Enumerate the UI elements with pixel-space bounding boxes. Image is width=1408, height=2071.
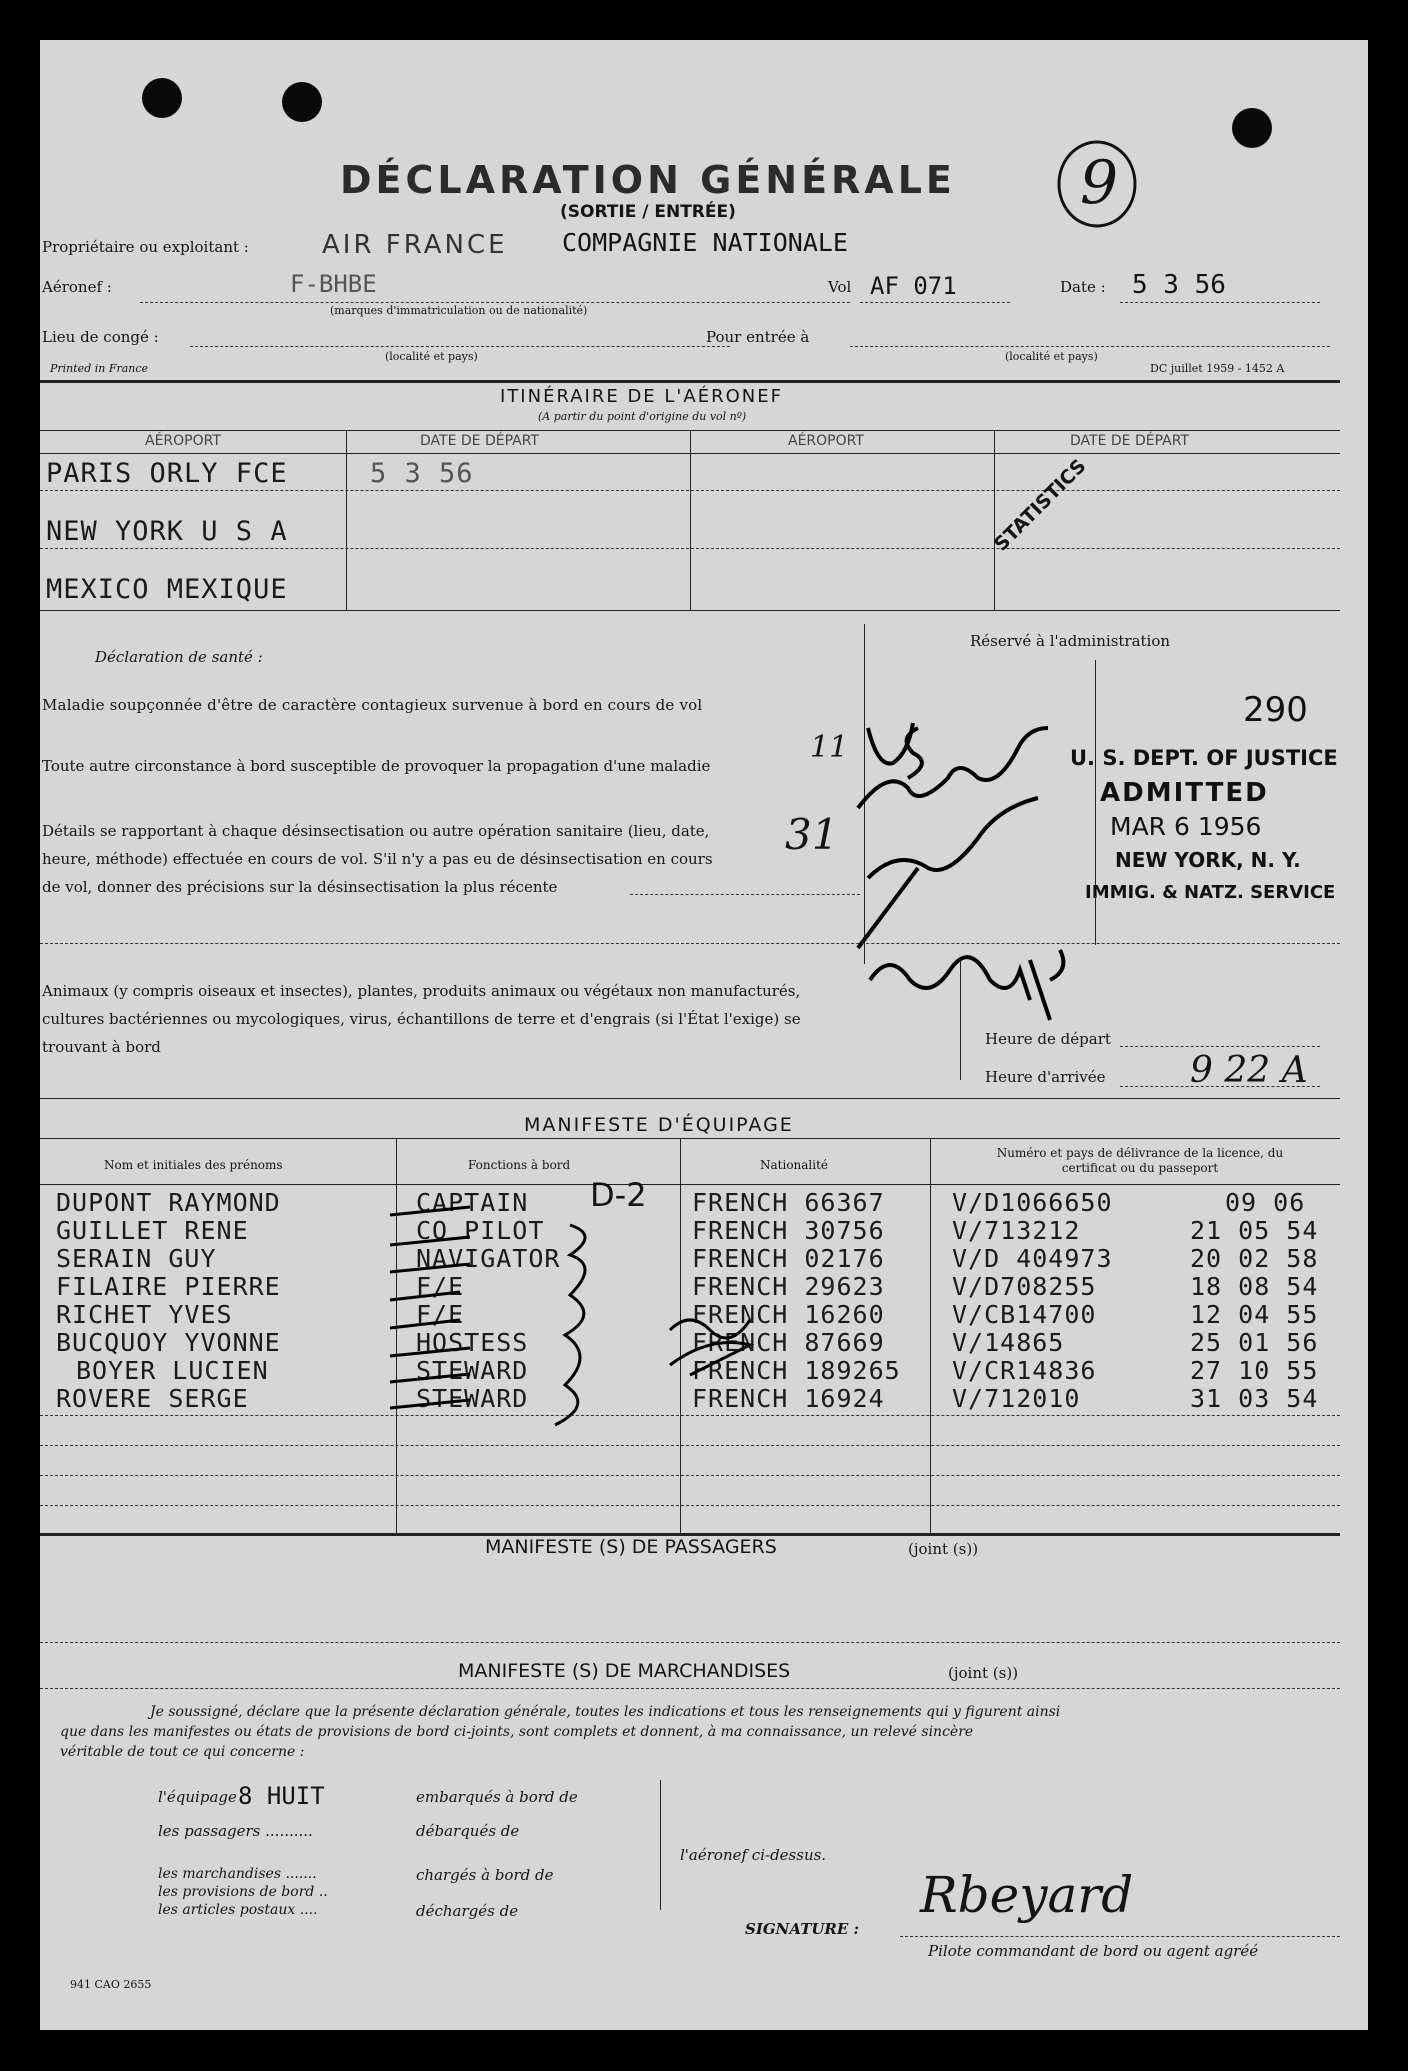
flight-label: Vol bbox=[828, 278, 852, 296]
punch-hole bbox=[1232, 108, 1272, 148]
crew-function: NAVIGATOR bbox=[416, 1244, 561, 1273]
crew-licence-date: 18 08 54 bbox=[1190, 1272, 1319, 1301]
aircraft-above-label: l'aéronef ci-dessus. bbox=[680, 1846, 827, 1864]
locality-note: (localité et pays) bbox=[385, 350, 478, 363]
crew-name: BUCQUOY YVONNE bbox=[56, 1328, 281, 1357]
stamp-service: IMMIG. & NATZ. SERVICE bbox=[1085, 882, 1336, 903]
handwritten-time-note bbox=[860, 940, 1100, 1030]
itinerary-airport-3: MEXICO MEXIQUE bbox=[46, 574, 288, 605]
stamp-date: MAR 6 1956 bbox=[1110, 812, 1262, 841]
crew-header-name: Nom et initiales des prénoms bbox=[104, 1158, 283, 1172]
crew-licence: V/CB14700 bbox=[952, 1300, 1097, 1329]
printed-in: Printed in France bbox=[50, 362, 149, 375]
crew-nationality: FRENCH 16924 bbox=[692, 1384, 885, 1413]
crew-nationality: FRENCH 30756 bbox=[692, 1216, 885, 1245]
declaration-line-3: véritable de tout ce qui concerne : bbox=[60, 1744, 305, 1760]
crew-licence-date: 25 01 56 bbox=[1190, 1328, 1319, 1357]
date-value: 5 3 56 bbox=[1132, 270, 1226, 300]
itinerary-airport-1: PARIS ORLY FCE bbox=[46, 458, 288, 489]
aircraft-value: F-BHBE bbox=[290, 270, 377, 298]
crew-nationality: FRENCH 189265 bbox=[692, 1356, 901, 1385]
crew-licence: V/712010 bbox=[952, 1384, 1081, 1413]
crew-licence: V/D1066650 bbox=[952, 1188, 1113, 1217]
itinerary-subtitle: (A partir du point d'origine du vol nº) bbox=[538, 410, 747, 423]
health-question-3b: heure, méthode) effectuée en cours de vol. S'il n'y a pas eu de désinsectisation en cours bbox=[42, 850, 713, 868]
form-subtitle: (SORTIE / ENTRÉE) bbox=[560, 202, 736, 222]
crew-licence: V/713212 bbox=[952, 1216, 1081, 1245]
health-question-1: Maladie soupçonnée d'être de caractère contagieux survenue à bord en cours de vol bbox=[42, 696, 703, 714]
handwritten-11: 11 bbox=[810, 730, 849, 765]
itinerary-header-date-2: DATE DE DÉPART bbox=[1070, 433, 1189, 449]
crew-licence-date: 27 10 55 bbox=[1190, 1356, 1319, 1385]
itinerary-header-airport-2: AÉROPORT bbox=[788, 433, 864, 449]
health-question-3a: Détails se rapportant à chaque désinsectisation ou autre opération sanitaire (lieu, date, bbox=[42, 822, 710, 840]
punch-hole bbox=[142, 78, 182, 118]
stamp-number: 290 bbox=[1243, 690, 1308, 730]
handwritten-31: 31 bbox=[785, 810, 839, 859]
handwritten-crew-marks bbox=[370, 1190, 790, 1430]
stamp-city: NEW YORK, N. Y. bbox=[1115, 848, 1301, 872]
crew-licence: V/D708255 bbox=[952, 1272, 1097, 1301]
owner-value-2: COMPAGNIE NATIONALE bbox=[562, 228, 848, 257]
crew-function: F/E bbox=[416, 1300, 465, 1329]
arrival-time-value: 9 22 A bbox=[1190, 1050, 1308, 1091]
goods-label: les marchandises ....... bbox=[158, 1866, 317, 1882]
itinerary-title: ITINÉRAIRE DE L'AÉRONEF bbox=[500, 386, 783, 407]
aircraft-note: (marques d'immatriculation ou de nationalité) bbox=[330, 304, 588, 317]
page-number: 9 bbox=[1080, 148, 1119, 218]
crew-name: FILAIRE PIERRE bbox=[56, 1272, 281, 1301]
form-title: DÉCLARATION GÉNÉRALE bbox=[340, 158, 956, 202]
cargo-note: (joint (s)) bbox=[948, 1664, 1019, 1682]
animals-line-2: cultures bactériennes ou mycologiques, virus, échantillons de terre et d'engrais (si l'État l'exige) se bbox=[42, 1010, 801, 1028]
crew-licence-date: 09 06 bbox=[1225, 1188, 1306, 1217]
itinerary-header-date-1: DATE DE DÉPART bbox=[420, 433, 539, 449]
signature-label: SIGNATURE : bbox=[745, 1920, 860, 1938]
health-question-2: Toute autre circonstance à bord susceptible de provoquer la propagation d'une maladie bbox=[42, 757, 711, 775]
crew-name: SERAIN GUY bbox=[56, 1244, 217, 1273]
form-code: DC juillet 1959 - 1452 A bbox=[1150, 362, 1285, 375]
clearance-label: Lieu de congé : bbox=[42, 328, 159, 346]
owner-value: AIR FRANCE bbox=[322, 230, 508, 260]
crew-nationality: FRENCH 29623 bbox=[692, 1272, 885, 1301]
crew-name: ROVERE SERGE bbox=[56, 1384, 249, 1413]
crew-licence-date: 21 05 54 bbox=[1190, 1216, 1319, 1245]
crew-licence-date: 20 02 58 bbox=[1190, 1244, 1319, 1273]
postal-label: les articles postaux .... bbox=[158, 1902, 318, 1918]
crew-header-function: Fonctions à bord bbox=[468, 1158, 571, 1172]
crew-name: GUILLET RENE bbox=[56, 1216, 249, 1245]
crew-header-licence: Numéro et pays de délivrance de la licence, du certificat ou du passeport bbox=[996, 1146, 1284, 1175]
footer-code: 941 CAO 2655 bbox=[70, 1978, 152, 1991]
declaration-line-2: que dans les manifestes ou états de provisions de bord ci-joints, sont complets et donnent, à ma connaissance, un relevé sincère bbox=[60, 1724, 974, 1740]
departure-time-label: Heure de départ bbox=[985, 1030, 1111, 1048]
animals-line-1: Animaux (y compris oiseaux et insectes), plantes, produits animaux ou végétaux non manufacturés, bbox=[42, 982, 801, 1000]
crew-nationality: FRENCH 02176 bbox=[692, 1244, 885, 1273]
declaration-line-1: Je soussigné, déclare que la présente déclaration générale, toutes les indications et tous les renseignements qui y figurent ainsi bbox=[150, 1704, 1061, 1720]
crew-licence: V/D 404973 bbox=[952, 1244, 1113, 1273]
passengers-label: les passagers .......... bbox=[158, 1822, 313, 1840]
crew-header-nationality: Nationalité bbox=[760, 1158, 829, 1172]
crew-licence: V/CR14836 bbox=[952, 1356, 1097, 1385]
crew-function: CAPTAIN bbox=[416, 1188, 529, 1217]
crew-title: MANIFESTE D'ÉQUIPAGE bbox=[524, 1114, 794, 1136]
handwritten-aliens-note bbox=[848, 688, 1108, 968]
crew-name: BOYER LUCIEN bbox=[76, 1356, 269, 1385]
unloaded-label: déchargés de bbox=[416, 1902, 519, 1920]
health-question-3c: de vol, donner des précisions sur la désinsectisation la plus récente bbox=[42, 878, 558, 896]
stamp-admitted: ADMITTED bbox=[1100, 778, 1269, 808]
signer-role: Pilote commandant de bord ou agent agréé bbox=[928, 1942, 1259, 1960]
crew-function: HOSTESS bbox=[416, 1328, 529, 1357]
health-title: Déclaration de santé : bbox=[95, 648, 263, 666]
owner-label: Propriétaire ou exploitant : bbox=[42, 238, 249, 256]
arrival-time-label: Heure d'arrivée bbox=[985, 1068, 1106, 1086]
embarked-label: embarqués à bord de bbox=[416, 1788, 578, 1806]
crew-function: STEWARD bbox=[416, 1384, 529, 1413]
crew-nationality: FRENCH 87669 bbox=[692, 1328, 885, 1357]
disembarked-label: débarqués de bbox=[416, 1822, 520, 1840]
loaded-label: chargés à bord de bbox=[416, 1866, 554, 1884]
crew-nationality: FRENCH 66367 bbox=[692, 1188, 885, 1217]
animals-line-3: trouvant à bord bbox=[42, 1038, 161, 1056]
declaration-form bbox=[40, 40, 1368, 2030]
crew-count-label: l'équipage bbox=[158, 1788, 237, 1806]
crew-nationality: FRENCH 16260 bbox=[692, 1300, 885, 1329]
punch-hole bbox=[282, 82, 322, 122]
passengers-note: (joint (s)) bbox=[908, 1540, 979, 1558]
stamp-dept: U. S. DEPT. OF JUSTICE bbox=[1070, 746, 1338, 770]
crew-licence-date: 31 03 54 bbox=[1190, 1384, 1319, 1413]
flight-value: AF 071 bbox=[870, 272, 957, 300]
crew-name: RICHET YVES bbox=[56, 1300, 233, 1329]
crew-function: CO PILOT bbox=[416, 1216, 545, 1245]
statistics-stamp: STATISTICS bbox=[990, 455, 1091, 556]
crew-licence-date: 12 04 55 bbox=[1190, 1300, 1319, 1329]
itinerary-date-1: 5 3 56 bbox=[370, 458, 474, 489]
entry-label: Pour entrée à bbox=[706, 328, 810, 346]
date-label: Date : bbox=[1060, 278, 1106, 296]
captain-signature: Rbeyard bbox=[920, 1866, 1134, 1924]
crew-licence: V/14865 bbox=[952, 1328, 1065, 1357]
crew-function: F/E bbox=[416, 1272, 465, 1301]
cargo-title: MANIFESTE (S) DE MARCHANDISES bbox=[458, 1660, 791, 1682]
locality-note-2: (localité et pays) bbox=[1005, 350, 1098, 363]
handwritten-d2: D-2 bbox=[590, 1176, 647, 1214]
provisions-label: les provisions de bord .. bbox=[158, 1884, 328, 1900]
crew-count-value: 8 HUIT bbox=[238, 1782, 325, 1810]
itinerary-header-airport-1: AÉROPORT bbox=[145, 433, 221, 449]
reserved-label: Réservé à l'administration bbox=[970, 632, 1171, 650]
crew-name: DUPONT RAYMOND bbox=[56, 1188, 281, 1217]
aircraft-label: Aéronef : bbox=[42, 278, 112, 296]
itinerary-airport-2: NEW YORK U S A bbox=[46, 516, 288, 547]
crew-function: STEWARD bbox=[416, 1356, 529, 1385]
passengers-title: MANIFESTE (S) DE PASSAGERS bbox=[485, 1536, 777, 1558]
